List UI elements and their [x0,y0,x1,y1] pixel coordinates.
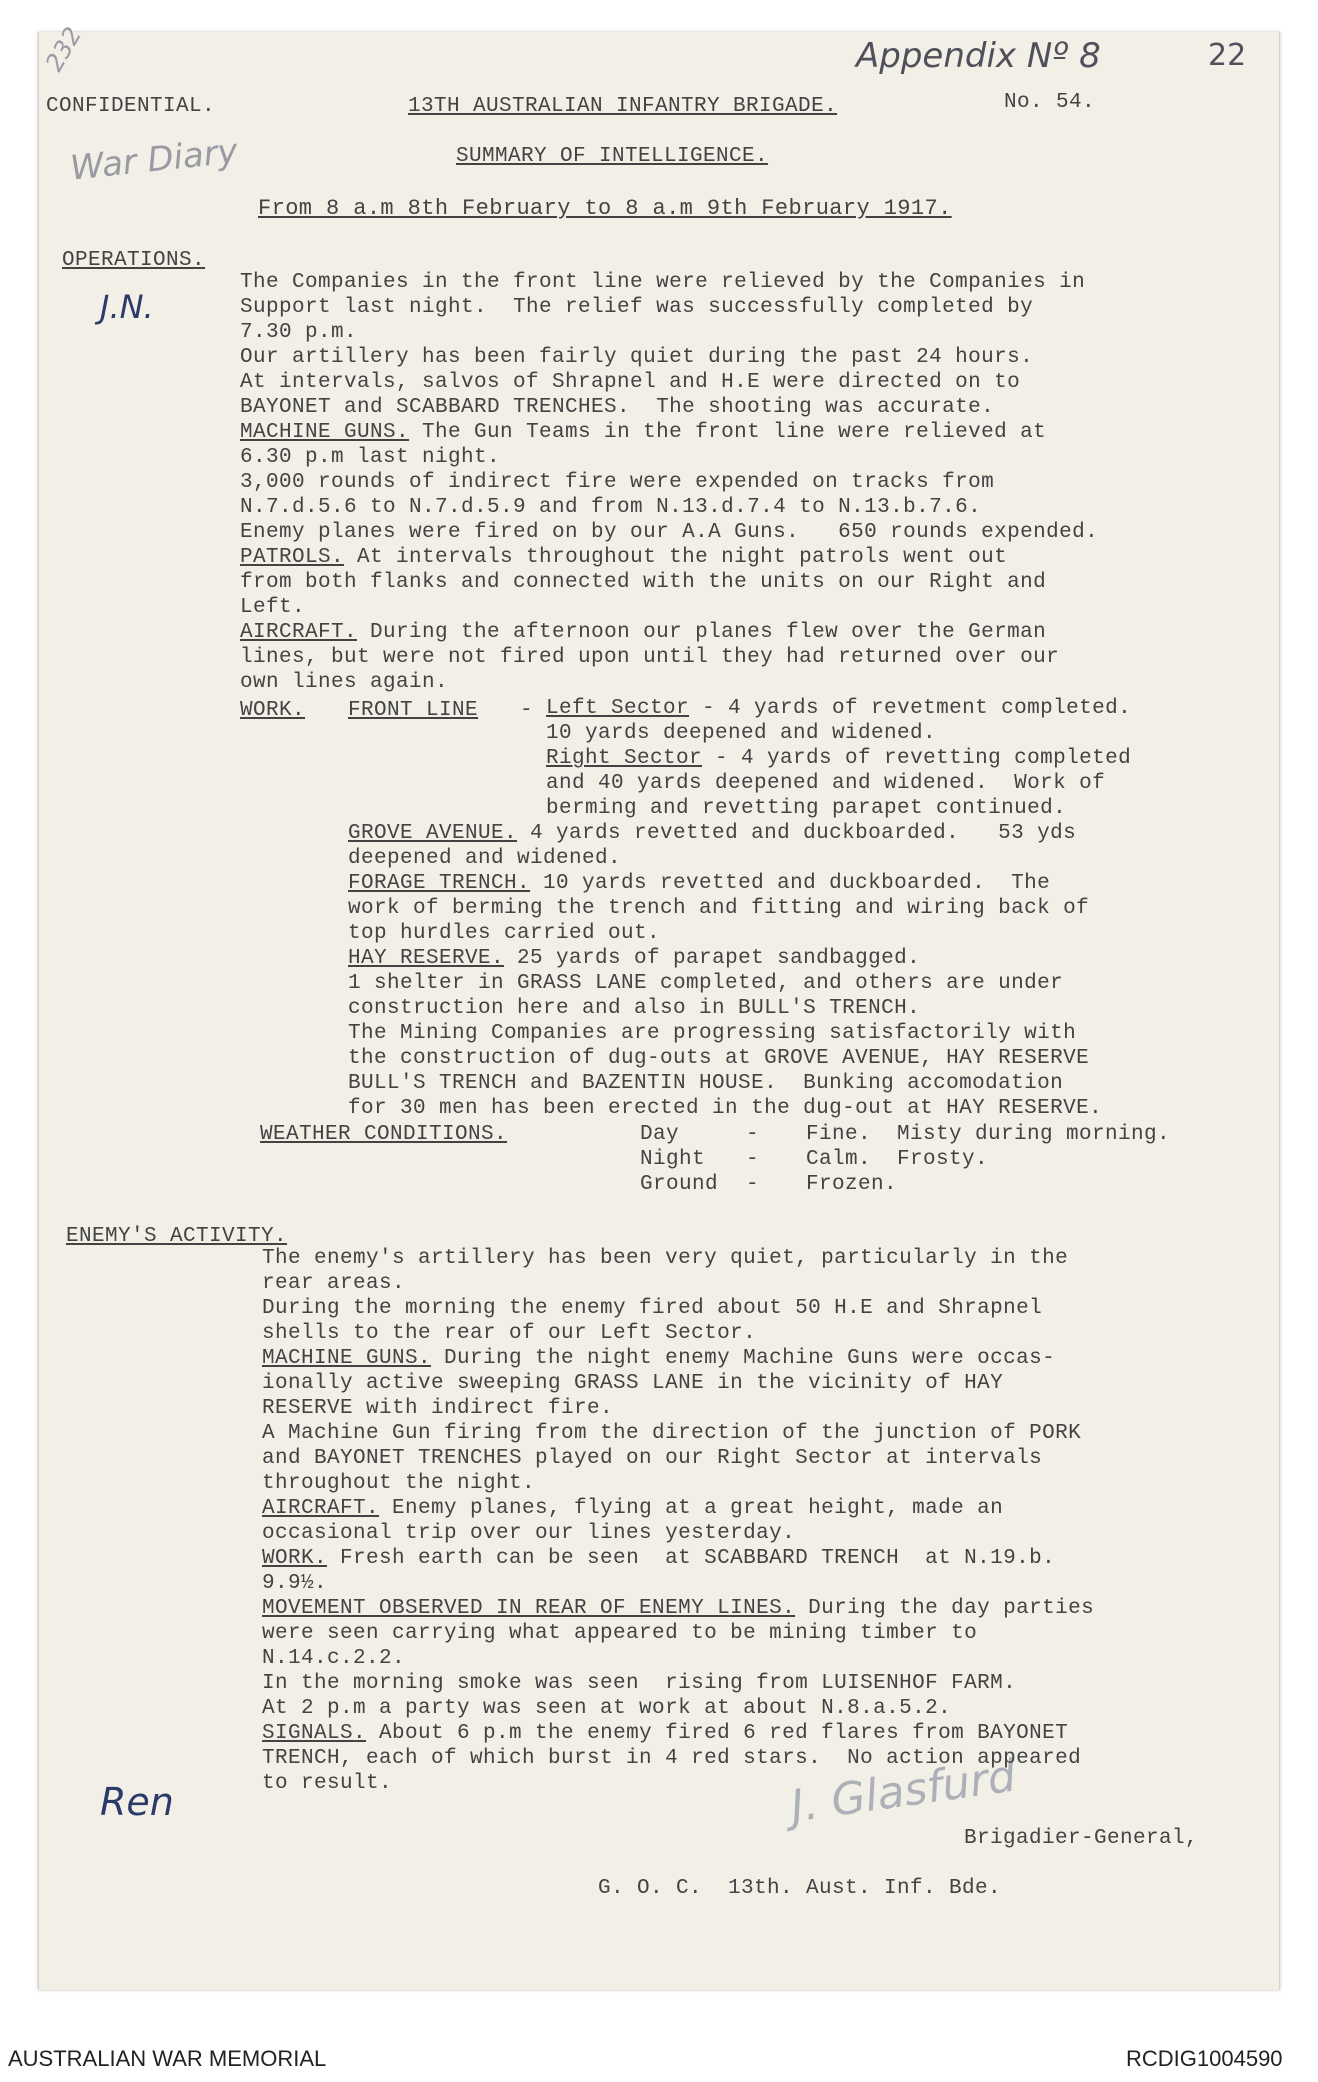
ops-line: BAYONET and SCABBARD TRENCHES. The shooting was accurate. [240,396,995,419]
grove-avenue-text: 4 yards revetted and duckboarded. 53 yds [517,822,1077,845]
right-sector-label: Right Sector [546,747,703,770]
left-sector-label: Left Sector [546,697,690,720]
hay-reserve-line: BULL'S TRENCH and BAZENTIN HOUSE. Bunking accomodation [348,1072,1064,1095]
grove-avenue [348,821,1076,846]
enemy-line: During the morning the enemy fired about 50 H.E and Shrapnel [262,1297,1043,1320]
weather-period: Ground [640,1173,719,1196]
enemy-mg-line: ionally active sweeping GRASS LANE in the vicinity of HAY [262,1372,1004,1395]
right-sector-text: - 4 yards of revetting completed [702,747,1132,770]
enemy-mg-line: throughout the night. [262,1472,536,1495]
enemy-movement [262,1596,1094,1621]
right-sector [546,746,1131,771]
ops-patrols-text: At intervals throughout the night patrols went out [344,546,1008,569]
hay-reserve-text: 25 yards of parapet sandbagged. [504,947,921,970]
weather-dash: - [746,1148,760,1171]
grove-avenue-label: GROVE AVENUE. [348,822,518,845]
ops-line: The Companies in the front line were relieved by the Companies in [240,271,1086,294]
ops-patrols-line: from both flanks and connected with the units on our Right and [240,571,1047,594]
operations-heading-text: OPERATIONS. [62,249,206,272]
ops-mg-line: N.7.d.5.6 to N.7.d.5.9 and from N.13.d.7.4 to N.13.b.7.6. [240,496,982,519]
enemy-aircraft-text: Enemy planes, flying at a great height, made an [379,1497,1004,1520]
margin-number: 232 [40,22,88,76]
enemy-line: shells to the rear of our Left Sector. [262,1322,757,1345]
enemy-movement-line: At 2 p.m a party was seen at work at about N.8.a.5.2. [262,1697,952,1720]
enemy-movement-text: During the day parties [795,1597,1095,1620]
enemy-movement-line: were seen carrying what appeared to be mining timber to [262,1622,978,1645]
forage-trench-text: 10 yards revetted and duckboarded. The [530,872,1051,895]
enemy-movement-line: N.14.c.2.2. [262,1647,406,1670]
enemy-line: The enemy's artillery has been very quiet, particularly in the [262,1247,1069,1270]
enemy-signals [262,1721,1068,1746]
forage-trench-label: FORAGE TRENCH. [348,872,531,895]
war-diary-stamp: War Diary [68,131,240,189]
weather-label: WEATHER CONDITIONS. [260,1123,508,1146]
ops-work-label: WORK. [240,699,306,722]
enemy-mg-line: A Machine Gun firing from the direction of the junction of PORK [262,1422,1082,1445]
ops-machine-guns [240,420,1046,445]
front-line-dash: - [520,699,534,722]
ops-patrols-label: PATROLS. [240,546,345,569]
ops-line: 7.30 p.m. [240,321,358,344]
weather-text: Calm. Frosty. [806,1148,989,1171]
enemy-signals-line: to result. [262,1772,393,1795]
document-title: SUMMARY OF INTELLIGENCE. [456,145,769,168]
enemy-machine-guns [262,1346,1055,1371]
weather-dash: - [746,1173,760,1196]
left-sector [546,696,1131,721]
front-line-label: FRONT LINE [348,699,479,722]
page-number: 22 [1208,38,1247,73]
ops-mg-label: MACHINE GUNS. [240,421,410,444]
ops-line: At intervals, salvos of Shrapnel and H.E were directed on to [240,371,1021,394]
enemy-movement-line: In the morning smoke was seen rising from LUISENHOF FARM. [262,1672,1017,1695]
hay-reserve [348,946,920,971]
ops-patrols [240,545,1007,570]
ops-aircraft-line: own lines again. [240,671,449,694]
initials-enemy: Ren [100,1780,174,1824]
initials-operations: J.N. [100,288,154,326]
weather-period: Day [640,1123,680,1146]
ops-aircraft [240,620,1046,645]
forage-trench-line: top hurdles carried out. [348,922,661,945]
enemy-work-line: 9.9½. [262,1572,328,1595]
weather-dash: - [746,1123,760,1146]
enemy-aircraft-line: occasional trip over our lines yesterday. [262,1522,796,1545]
enemy-signals-label: SIGNALS. [262,1722,367,1745]
enemy-aircraft [262,1496,1003,1521]
hay-reserve-line: construction here and also in BULL'S TRENCH. [348,997,921,1020]
enemy-aircraft-label: AIRCRAFT. [262,1497,380,1520]
hay-reserve-line: the construction of dug-outs at GROVE AVENUE, HAY RESERVE [348,1047,1090,1070]
enemy-work-label: WORK. [262,1547,328,1570]
footer-reference: RCDIG1004590 [1126,2046,1283,2071]
enemy-heading: ENEMY'S ACTIVITY. [66,1225,288,1248]
ops-line: Support last night. The relief was successfully completed by [240,296,1034,319]
signature: J. Glasfurd [787,1750,1020,1833]
enemy-work [262,1546,1055,1571]
enemy-mg-text: During the night enemy Machine Guns were occas- [431,1347,1056,1370]
left-sector-line: 10 yards deepened and widened. [546,722,937,745]
footer-institution: AUSTRALIAN WAR MEMORIAL [8,2046,327,2071]
hay-reserve-label: HAY RESERVE. [348,947,505,970]
signatory-unit: G. O. C. 13th. Aust. Inf. Bde. [598,1877,1002,1900]
ops-patrols-line: Left. [240,596,306,619]
weather-period: Night [640,1148,706,1171]
signatory-rank: Brigadier-General, [964,1827,1199,1850]
ops-mg-line: 6.30 p.m last night. [240,446,501,469]
ops-aircraft-line: lines, but were not fired upon until they had returned over our [240,646,1060,669]
enemy-line: rear areas. [262,1272,406,1295]
enemy-movement-label: MOVEMENT OBSERVED IN REAR OF ENEMY LINES. [262,1597,796,1620]
enemy-mg-line: and BAYONET TRENCHES played on our Right Sector at intervals [262,1447,1043,1470]
enemy-mg-line: RESERVE with indirect fire. [262,1397,614,1420]
forage-trench [348,871,1050,896]
summary-number: No. 54. [1004,91,1096,114]
ops-mg-line: 3,000 rounds of indirect fire were expended on tracks from [240,471,995,494]
left-sector-text: - 4 yards of revetment completed. [689,697,1132,720]
hay-reserve-line: 1 shelter in GRASS LANE completed, and others are under [348,972,1064,995]
ops-mg-text: The Gun Teams in the front line were relieved at [409,421,1047,444]
enemy-signals-text: About 6 p.m the enemy fired 6 red flares from BAYONET [366,1722,1069,1745]
enemy-work-text: Fresh earth can be seen at SCABBARD TRENCH at N.19.b. [327,1547,1056,1570]
ops-aircraft-label: AIRCRAFT. [240,621,358,644]
appendix-annotation: Appendix Nº 8 [856,36,1101,76]
ops-aircraft-text: During the afternoon our planes flew over the German [357,621,1047,644]
brigade-title: 13TH AUSTRALIAN INFANTRY BRIGADE. [408,95,838,118]
right-sector-line: and 40 yards deepened and widened. Work of [546,772,1106,795]
enemy-signals-line: TRENCH, each of which burst in 4 red stars. No action appeared [262,1747,1082,1770]
hay-reserve-line: The Mining Companies are progressing satisfactorily with [348,1022,1077,1045]
report-period: From 8 a.m 8th February to 8 a.m 9th February 1917. [258,196,952,221]
confidential-label: CONFIDENTIAL. [46,95,216,118]
right-sector-line: berming and revetting parapet continued. [546,797,1067,820]
ops-line: Our artillery has been fairly quiet during the past 24 hours. [240,346,1034,369]
forage-trench-line: work of berming the trench and fitting and wiring back of [348,897,1090,920]
enemy-mg-label: MACHINE GUNS. [262,1347,432,1370]
weather-text: Frozen. [806,1173,898,1196]
weather-text: Fine. Misty during morning. [806,1123,1171,1146]
ops-mg-line: Enemy planes were fired on by our A.A Guns. 650 rounds expended. [240,521,1099,544]
hay-reserve-line: for 30 men has been erected in the dug-out at HAY RESERVE. [348,1097,1103,1120]
grove-avenue-line: deepened and widened. [348,847,622,870]
